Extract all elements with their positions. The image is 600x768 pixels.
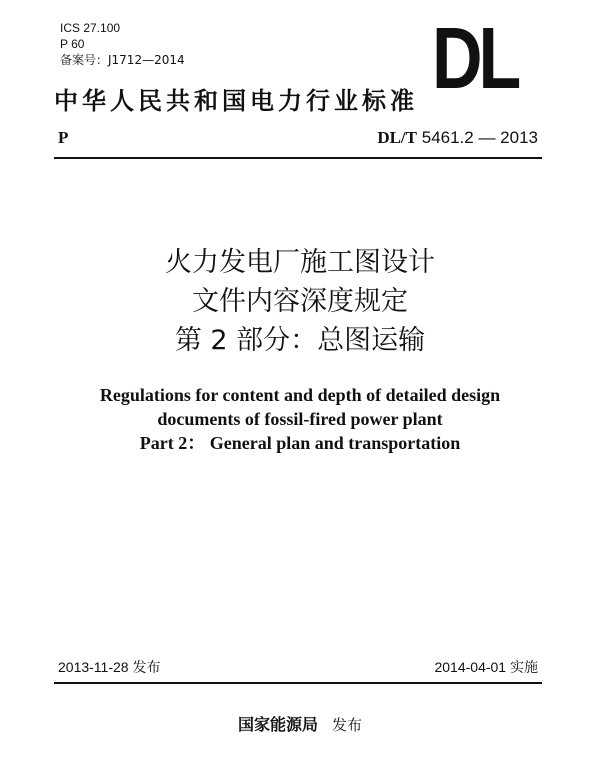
- standard-category-title: 中华人民共和国电力行业标准: [54, 86, 418, 115]
- publisher-action: 发布: [332, 716, 363, 734]
- english-title-line-3: Part 2： General plan and transportation: [139, 433, 461, 453]
- publisher-line: [0, 712, 600, 735]
- p-letter: P: [58, 128, 69, 147]
- standard-number: [377, 128, 538, 148]
- english-title-line-1: Regulations for content and depth of detailed design: [99, 385, 501, 405]
- issue-date: 2013-11-28 发布: [58, 659, 161, 675]
- dl-logo: DL: [432, 24, 518, 92]
- english-title-line-2: documents of fossil-fired power plant: [157, 409, 443, 429]
- implementation-date: 2014-04-01 实施: [434, 659, 538, 675]
- chinese-title-line-2: 文件内容深度规定: [192, 286, 408, 317]
- ics-code: ICS 27.100: [60, 21, 121, 35]
- publisher-org: 国家能源局: [237, 715, 318, 734]
- top-divider: [54, 157, 542, 159]
- chinese-title-line-3: 第 2 部分：总图运输: [174, 325, 426, 356]
- standard-number-prefix: DL/T: [377, 128, 417, 147]
- classification-code: P 60: [60, 37, 85, 51]
- filing-number: 备案号：J1712—2014: [60, 53, 185, 67]
- bottom-divider: [54, 682, 542, 684]
- chinese-title-line-1: 火力发电厂施工图设计: [165, 247, 435, 278]
- standard-number-value: 5461.2 — 2013: [421, 128, 538, 147]
